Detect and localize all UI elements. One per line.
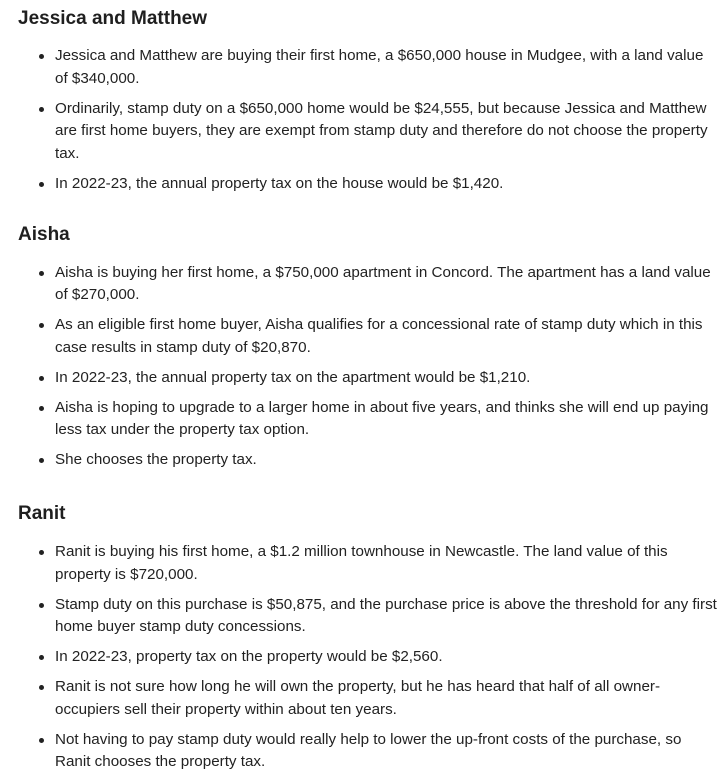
section-heading: Ranit [18,503,66,524]
list-item: Ranit is not sure how long he will own the property, but he has heard that half of all owner-occupiers sell their property within about ten years. [18,676,718,721]
list-item: Jessica and Matthew are buying their first home, a $650,000 house in Mudgee, with a land value of $340,000. [18,45,718,90]
list-item: In 2022-23, the annual property tax on the house would be $1,420. [18,173,718,196]
bullet-list [18,247,718,472]
list-item: In 2022-23, property tax on the property would be $2,560. [18,646,718,669]
section-ranit [18,479,718,774]
list-item: Ordinarily, stamp duty on a $650,000 home would be $24,555, but because Jessica and Matthew are first home buyers, they are exempt from stamp duty and therefore do not choose the property tax. [18,98,718,166]
list-item: Aisha is buying her first home, a $750,000 apartment in Concord. The apartment has a land value of $270,000. [18,262,718,307]
bullet-list [18,526,718,774]
section-aisha [18,203,718,472]
bullet-list [18,31,718,195]
list-item: As an eligible first home buyer, Aisha qualifies for a concessional rate of stamp duty which in this case results in stamp duty of $20,870. [18,314,718,359]
list-item: She chooses the property tax. [18,449,718,472]
section-jessica-and-matthew [18,0,718,195]
list-item: In 2022-23, the annual property tax on the apartment would be $1,210. [18,367,718,390]
document [18,0,718,781]
list-item: Aisha is hoping to upgrade to a larger home in about five years, and thinks she will end up paying less tax under the property tax option. [18,397,718,442]
list-item: Not having to pay stamp duty would really help to lower the up-front costs of the purchase, so Ranit chooses the property tax. [18,729,718,774]
section-heading: Aisha [18,223,70,245]
list-item: Stamp duty on this purchase is $50,875, and the purchase price is above the threshold for any first home buyer stamp duty concessions. [18,594,718,639]
section-heading: Jessica and Matthew [18,8,208,29]
list-item: Ranit is buying his first home, a $1.2 million townhouse in Newcastle. The land value of this property is $720,000. [18,541,718,586]
